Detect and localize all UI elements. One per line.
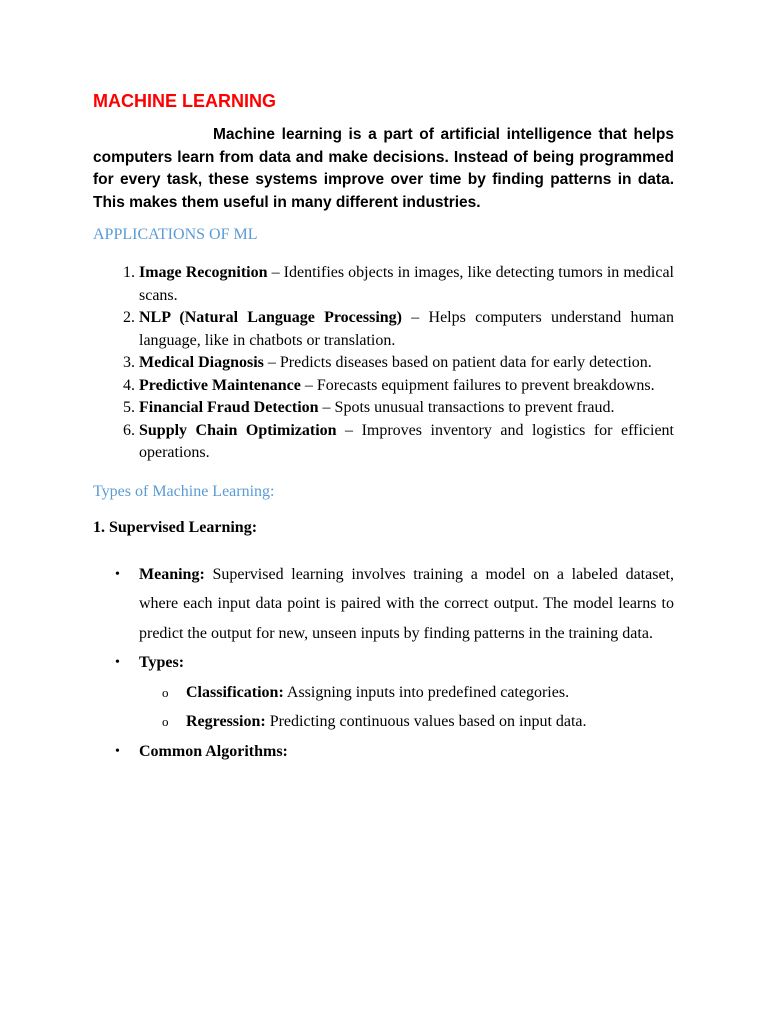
intro-paragraph: Machine learning is a part of artificial intelligence that helps computers learn from data and make decisions. Instead of being programmed for every task, these systems improve over time by finding patterns in data. This makes them useful in many different industries. (93, 126, 674, 211)
item-term: Predictive Maintenance (139, 376, 301, 394)
list-item (139, 648, 674, 737)
item-desc: – Helps computers understand human language, like in chatbots or translation. (139, 309, 674, 349)
item-term: Supply Chain Optimization (139, 421, 337, 439)
regression-label: Regression: (186, 713, 266, 730)
list-item (139, 737, 674, 767)
item-term: Image Recognition (139, 264, 268, 281)
item-term: Medical Diagnosis (139, 354, 264, 371)
types-heading: Types of Machine Learning: (93, 482, 275, 500)
item-term: NLP (Natural Language Processing) (139, 309, 403, 326)
types-label: Types: (139, 654, 185, 671)
supervised-heading: 1. Supervised Learning: (93, 518, 258, 536)
list-item (139, 262, 674, 307)
supervised-list (93, 560, 674, 767)
list-item (139, 352, 674, 375)
item-desc: – Spots unusual transactions to prevent fraud. (318, 399, 615, 416)
regression-text: Predicting continuous values based on input data. (265, 713, 587, 730)
item-desc: – Identifies objects in images, like detecting tumors in medical scans. (139, 264, 674, 304)
item-term: Financial Fraud Detection (139, 399, 319, 416)
types-sublist (139, 678, 674, 737)
page-title: MACHINE LEARNING (93, 91, 276, 111)
list-item (139, 560, 674, 649)
item-desc: – Improves inventory and logistics for efficient operations. (139, 421, 674, 461)
list-item (139, 397, 674, 420)
meaning-text: Supervised learning involves training a model on a labeled dataset, where each input data point is paired with the correct output. The model learns to predict the output for new, unseen inputs by finding patterns in the training data. (139, 565, 674, 642)
list-item (139, 375, 674, 398)
list-item (186, 678, 674, 708)
list-item (186, 707, 674, 737)
applications-list (93, 262, 674, 465)
classification-label: Classification: (186, 683, 284, 701)
algorithms-label: Common Algorithms: (139, 742, 288, 760)
list-item (139, 420, 674, 465)
list-item (139, 307, 674, 352)
document-page (93, 88, 674, 766)
item-desc: – Predicts diseases based on patient data for early detection. (263, 354, 652, 371)
item-desc: – Forecasts equipment failures to prevent breakdowns. (300, 376, 655, 394)
meaning-label: Meaning: (139, 565, 205, 583)
classification-text: Assigning inputs into predefined categories. (283, 683, 570, 701)
applications-heading: APPLICATIONS OF ML (93, 226, 258, 243)
